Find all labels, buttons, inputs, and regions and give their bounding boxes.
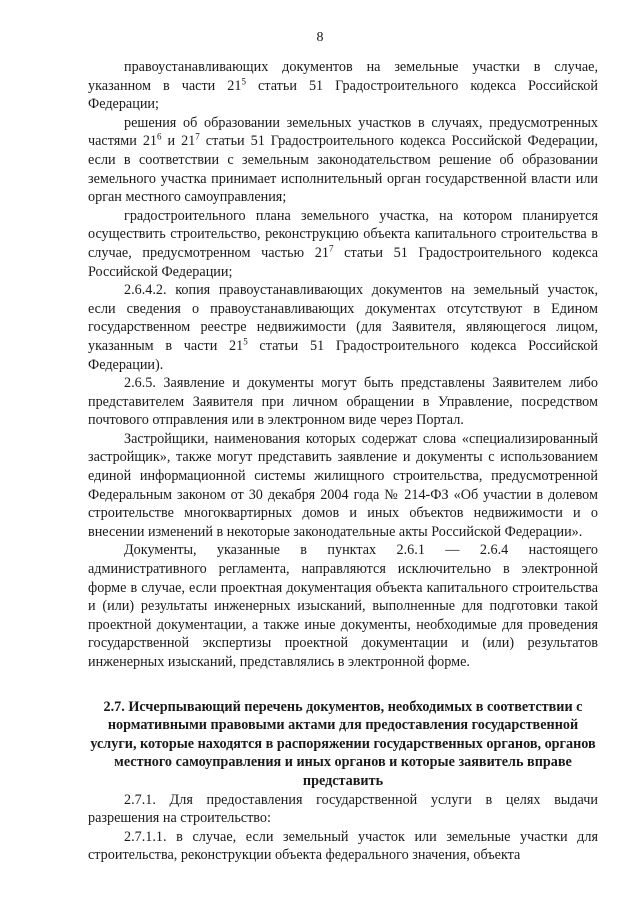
text-segment: 2.7.1. Для предоставления государственной услуги в целях выдачи разрешения на строительство: — [88, 791, 598, 827]
superscript: 5 — [243, 336, 248, 347]
text-segment: статьи 51 Градостроительного кодекса Российской Федерации). — [88, 337, 598, 373]
page-number: 8 — [316, 30, 324, 45]
text-segment: и 21 — [161, 133, 196, 150]
paragraphs-after-heading — [88, 791, 598, 865]
superscript: 7 — [195, 131, 200, 142]
paragraph — [88, 430, 598, 542]
section-heading: 2.7. Исчерпывающий перечень документов, необходимых в соответствии с нормативными правовыми актами для предоставления государственной услуги, которые находятся в распоряжении государственных органов, органов местного самоуправления и иных органов и которые заявитель вправе представить — [90, 698, 596, 789]
paragraph — [88, 114, 598, 207]
text-segment: 2.6.5. Заявление и документы могут быть представлены Заявителем либо представителем Заявителя при личном обращении в Управление, посредством почтового отправления или в электронном виде через Портал. — [88, 375, 598, 429]
superscript: 6 — [157, 131, 162, 142]
text-segment: статьи 51 Градостроительного кодекса Российской Федерации, если в соответствии с земельным законодательством решение об образовании земельного участка принимает исполнительный орган государственной власти или орган местного самоуправления; — [88, 133, 599, 206]
text-segment: Застройщики, наименования которых содержат слова «специализированный застройщик», также могут представить заявление и документы с использованием единой информационной системы жилищного строительства, предусмотренной Федеральным законом от 30 декабря 2004 года № 214-ФЗ «Об участии в долевом строительстве многоквартирных домов и иных объектов недвижимости и о внесении изменений в некоторые законодательные акты Российской Федерации». — [88, 430, 598, 540]
paragraph — [88, 828, 598, 865]
paragraphs-before-heading — [88, 58, 598, 672]
text-segment: статьи 51 Градостроительного кодекса Российской Федерации; — [88, 244, 598, 280]
paragraph — [88, 791, 598, 828]
paragraph — [88, 374, 598, 430]
text-segment: 2.6.4.2. копия правоустанавливающих документов на земельный участок, если сведения о правоустанавливающих документах отсутствуют в Едином государственном реестре недвижимости (для Заявителя, являющегося лицом, указанным в части 21 — [88, 282, 598, 354]
text-segment: 2.7.1.1. в случае, если земельный участок или земельные участки для строительства, реконструкции объекта федерального значения, объекта — [88, 828, 598, 864]
text-segment: правоустанавливающих документов на земельные участки в случае, указанном в части 21 — [88, 59, 598, 94]
paragraph — [88, 281, 598, 374]
superscript: 7 — [328, 243, 334, 254]
superscript: 5 — [241, 75, 246, 86]
paragraph — [88, 541, 598, 671]
text-segment: градостроительного плана земельного участка, на котором планируется осуществить строительство, реконструкцию объекта капитального строительства в случае, предусмотренном частью 21 — [88, 207, 598, 261]
document-body — [88, 58, 598, 865]
text-segment: Документы, указанные в пунктах 2.6.1 — 2.6.4 настоящего административного регламента, направляются исключительно в электронной форме в случае, если проектная документация объекта капитального строительства и (или) результаты инженерных изысканий, выполненные для подготовки такой проектной документации, а также иные документы, необходимые для проведения государственной экспертизы проектной документации и (или) результатов инженерных изысканий, представлялись в электронной форме. — [88, 542, 598, 670]
paragraph — [88, 207, 598, 281]
paragraph — [88, 58, 598, 114]
text-segment: решения об образовании земельных участков в случаях, предусмотренных частями 21 — [88, 114, 598, 150]
text-segment: статьи 51 Градостроительного кодекса Российской Федерации; — [88, 77, 598, 113]
